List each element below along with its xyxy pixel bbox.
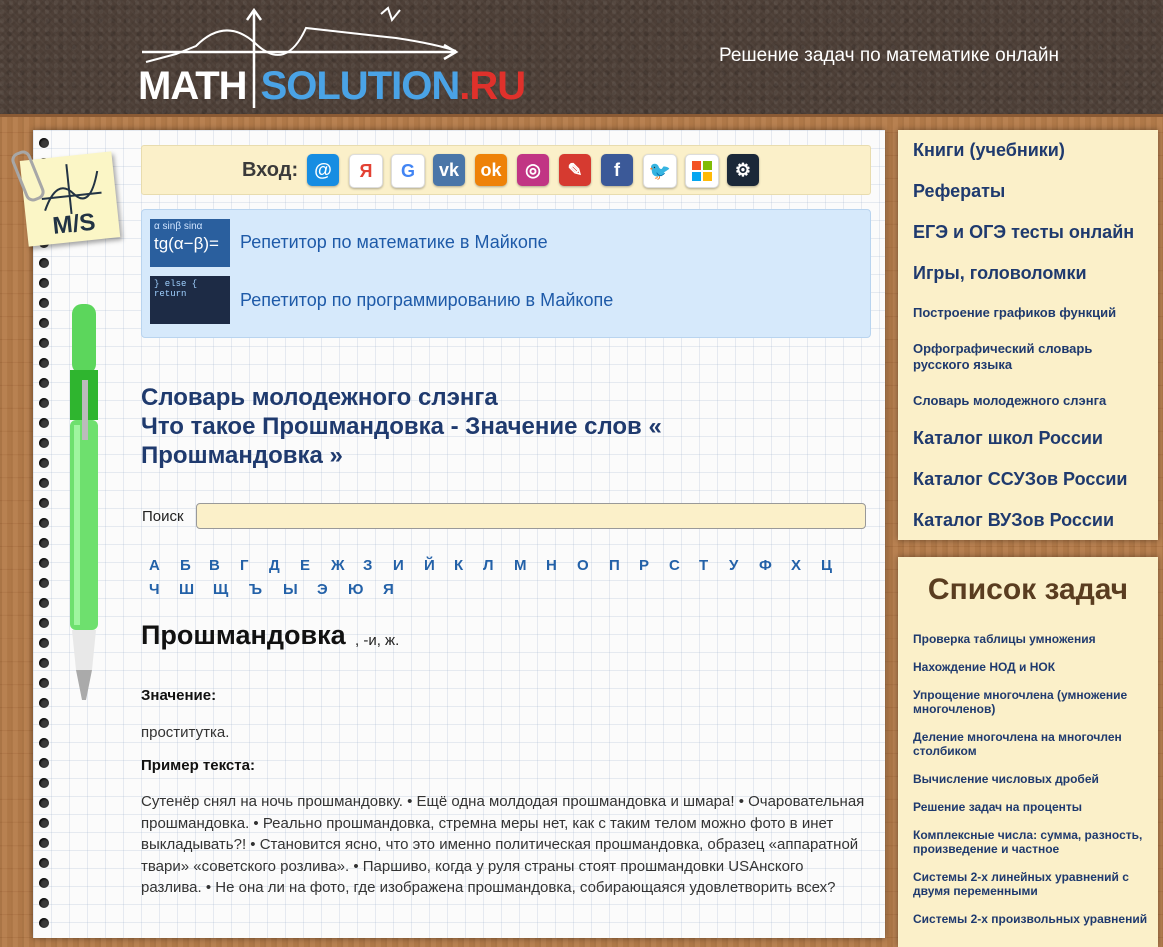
spiral-hole bbox=[39, 598, 49, 608]
alphabet-letter-link[interactable]: Ч bbox=[149, 581, 160, 598]
sidebar-link[interactable]: ЕГЭ и ОГЭ тесты онлайн bbox=[913, 222, 1135, 242]
ad-thumb-math[interactable] bbox=[150, 219, 230, 267]
pen-icon bbox=[62, 300, 114, 710]
entry-grammar: , -и, ж. bbox=[355, 632, 400, 649]
sidebar-link[interactable]: Книги (учебники) bbox=[913, 140, 1065, 160]
svg-text:M/S: M/S bbox=[51, 208, 97, 240]
sidebar-link[interactable]: Словарь молодежного слэнга bbox=[913, 393, 1107, 408]
page-title bbox=[141, 383, 841, 470]
task-link[interactable]: Комплексные числа: сумма, разность, произведение и частное bbox=[913, 828, 1143, 856]
spiral-hole bbox=[39, 878, 49, 888]
logo-tld: .RU bbox=[459, 64, 526, 108]
spiral-hole bbox=[39, 578, 49, 588]
login-bar bbox=[141, 145, 871, 195]
example-label: Пример текста: bbox=[141, 757, 255, 774]
task-link[interactable]: Системы 2-х произвольных уравнений bbox=[913, 912, 1148, 926]
yandex-icon[interactable]: Я bbox=[349, 154, 383, 188]
task-link[interactable]: Деление многочлена на многочлен столбиком bbox=[913, 730, 1122, 758]
spiral-hole bbox=[39, 438, 49, 448]
site-logo[interactable] bbox=[136, 6, 526, 110]
spiral-hole bbox=[39, 418, 49, 428]
meaning-label: Значение: bbox=[141, 687, 217, 704]
alphabet-letter-link[interactable]: Щ bbox=[213, 581, 229, 598]
alphabet-letter-link[interactable]: Б bbox=[180, 557, 191, 574]
alphabet-letter-link[interactable]: Ы bbox=[283, 581, 298, 598]
tasks-panel bbox=[898, 557, 1158, 947]
logo-main: MATH bbox=[138, 64, 247, 108]
sidebar-link[interactable]: Каталог школ России bbox=[913, 428, 1103, 448]
spiral-hole bbox=[39, 358, 49, 368]
alphabet-letter-link[interactable]: Ъ bbox=[249, 581, 263, 598]
spiral-hole bbox=[39, 838, 49, 848]
ad-thumb-code: } else { return bbox=[154, 279, 198, 299]
page-title-line1: Словарь молодежного слэнга bbox=[141, 384, 498, 411]
twitter-icon[interactable]: 🐦 bbox=[643, 154, 677, 188]
alphabet-letter-link[interactable]: В bbox=[209, 557, 220, 574]
spiral-hole bbox=[39, 918, 49, 928]
search-input[interactable] bbox=[196, 503, 866, 529]
alphabet-letter-link[interactable]: П bbox=[609, 557, 620, 574]
alphabet-letter-link[interactable]: Ж bbox=[331, 557, 345, 574]
ad-block bbox=[141, 209, 871, 338]
spiral-hole bbox=[39, 778, 49, 788]
alphabet-letter-link[interactable]: Й bbox=[424, 557, 435, 574]
spiral-hole bbox=[39, 398, 49, 408]
ad-thumb-programming[interactable] bbox=[150, 276, 230, 324]
steam-icon[interactable]: ⚙ bbox=[727, 154, 759, 186]
search-label: Поиск bbox=[142, 508, 184, 525]
spiral-hole bbox=[39, 558, 49, 568]
spiral-hole bbox=[39, 378, 49, 388]
ad-thumb-formula: tg(α−β)= bbox=[154, 234, 219, 253]
sidebar-link[interactable]: Каталог ССУЗов России bbox=[913, 469, 1128, 489]
vk-icon[interactable]: vk bbox=[433, 154, 465, 186]
google-icon[interactable]: G bbox=[391, 154, 425, 188]
spiral-hole bbox=[39, 258, 49, 268]
ad-link-programming-tutor[interactable]: Репетитор по программированию в Майкопе bbox=[240, 290, 614, 310]
spiral-hole bbox=[39, 818, 49, 828]
spiral-hole bbox=[39, 318, 49, 328]
tasks-title: Список задач bbox=[927, 573, 1129, 606]
spiral-holes bbox=[39, 138, 51, 938]
alphabet-letter-link[interactable]: Н bbox=[546, 557, 557, 574]
mailru-icon[interactable]: @ bbox=[307, 154, 339, 186]
spiral-hole bbox=[39, 618, 49, 628]
alphabet-letter-link[interactable]: С bbox=[669, 557, 680, 574]
odnoklassniki-icon[interactable]: ok bbox=[475, 154, 507, 186]
spiral-hole bbox=[39, 498, 49, 508]
alphabet-letter-link[interactable]: Э bbox=[317, 581, 328, 598]
logo-text bbox=[138, 64, 525, 109]
alphabet-letter-link[interactable]: Д bbox=[269, 557, 280, 574]
task-link[interactable]: Решение задач на проценты bbox=[913, 800, 1083, 814]
alphabet-letter-link[interactable]: О bbox=[577, 557, 589, 574]
spiral-hole bbox=[39, 338, 49, 348]
spiral-hole bbox=[39, 278, 49, 288]
task-link[interactable]: Упрощение многочлена (умножение многочленов) bbox=[913, 688, 1128, 716]
task-link[interactable]: Системы 2-х линейных уравнений с двумя переменными bbox=[913, 870, 1129, 898]
spiral-hole bbox=[39, 458, 49, 468]
site-header bbox=[0, 0, 1163, 117]
alphabet-letter-link[interactable]: Г bbox=[240, 557, 249, 574]
spiral-hole bbox=[39, 698, 49, 708]
alphabet-letter-link[interactable]: Ф bbox=[759, 557, 772, 574]
spiral-hole bbox=[39, 738, 49, 748]
entry-word: Прошмандовка bbox=[141, 620, 346, 650]
example-text: Сутенёр снял на ночь прошмандовку. • Ещё одна молдодая прошмандовка и шмара! • Очаровательная прошмандовка. • Реально прошмандовка, стремна меры нет, как с таким телом можно фото в инет выкладывать?! • Становится ясно, что это именно политическая прошмандовка, образец «аппаратной твари» «советского розлива». • Паршиво, когда у руля страны стоят прошмандовки USAнского разлива. • Не она ли на фото, где изображена прошмандовка, собирающаяся удовлетворить всех? bbox=[141, 793, 865, 896]
alphabet-letter-link[interactable]: К bbox=[454, 557, 464, 574]
spiral-hole bbox=[39, 518, 49, 528]
spiral-hole bbox=[39, 858, 49, 868]
alphabet-letter-link[interactable]: Е bbox=[300, 557, 311, 574]
livejournal-icon[interactable]: ✎ bbox=[559, 154, 591, 186]
alphabet-letter-link[interactable]: Х bbox=[791, 557, 802, 574]
sidebar-link[interactable]: Орфографический словарь русского языка bbox=[913, 341, 1093, 372]
spiral-hole bbox=[39, 798, 49, 808]
spiral-hole bbox=[39, 678, 49, 688]
facebook-icon[interactable]: f bbox=[601, 154, 633, 186]
alphabet-letter-link[interactable]: И bbox=[393, 557, 404, 574]
login-label: Вход: bbox=[242, 159, 299, 181]
spiral-hole bbox=[39, 138, 49, 148]
microsoft-icon[interactable] bbox=[685, 154, 719, 188]
alphabet-letter-link[interactable]: Я bbox=[383, 581, 394, 598]
spiral-hole bbox=[39, 658, 49, 668]
spiral-hole bbox=[39, 718, 49, 728]
logo-accent: SOLUTION bbox=[260, 64, 460, 108]
spiral-hole bbox=[39, 298, 49, 308]
sidebar-link[interactable]: Построение графиков функций bbox=[913, 305, 1117, 320]
alphabet-letter-link[interactable]: Ю bbox=[348, 581, 364, 598]
spiral-hole bbox=[39, 638, 49, 648]
sidebar-link[interactable]: Рефераты bbox=[913, 181, 1006, 201]
alphabet-letter-link[interactable]: Ш bbox=[179, 581, 195, 598]
alphabet-letter-link[interactable]: М bbox=[514, 557, 527, 574]
task-link[interactable]: Вычисление числовых дробей bbox=[913, 772, 1099, 786]
ad-thumb-formula-small: α sinβ sinα bbox=[154, 221, 203, 232]
spiral-hole bbox=[39, 898, 49, 908]
task-link[interactable]: Проверка таблицы умножения bbox=[913, 632, 1096, 646]
ad-link-math-tutor[interactable]: Репетитор по математике в Майкопе bbox=[240, 232, 548, 252]
spiral-hole bbox=[39, 538, 49, 548]
sidebar-menu bbox=[898, 130, 1158, 540]
sidebar-link[interactable]: Игры, головоломки bbox=[913, 263, 1087, 283]
meaning-text: проститутка. bbox=[141, 724, 230, 741]
alphabet-letter-link[interactable]: З bbox=[363, 557, 373, 574]
site-tagline: Решение задач по математике онлайн bbox=[719, 45, 1059, 66]
alphabet-letter-link[interactable]: Ц bbox=[821, 557, 832, 574]
spiral-hole bbox=[39, 478, 49, 488]
page-title-line2: Что такое Прошмандовка - Значение слов « Прошмандовка » bbox=[141, 413, 662, 469]
alphabet-letter-link[interactable]: Р bbox=[639, 557, 650, 574]
alphabet-letter-link[interactable]: У bbox=[729, 557, 739, 574]
alphabet-letter-link[interactable]: Л bbox=[483, 557, 494, 574]
sidebar-link[interactable]: Каталог ВУЗов России bbox=[913, 510, 1115, 530]
instagram-icon[interactable]: ◎ bbox=[517, 154, 549, 186]
task-link[interactable]: Нахождение НОД и НОК bbox=[913, 660, 1056, 674]
alphabet-letter-link[interactable]: А bbox=[149, 557, 160, 574]
spiral-hole bbox=[39, 758, 49, 768]
alphabet-letter-link[interactable]: Т bbox=[699, 557, 709, 574]
